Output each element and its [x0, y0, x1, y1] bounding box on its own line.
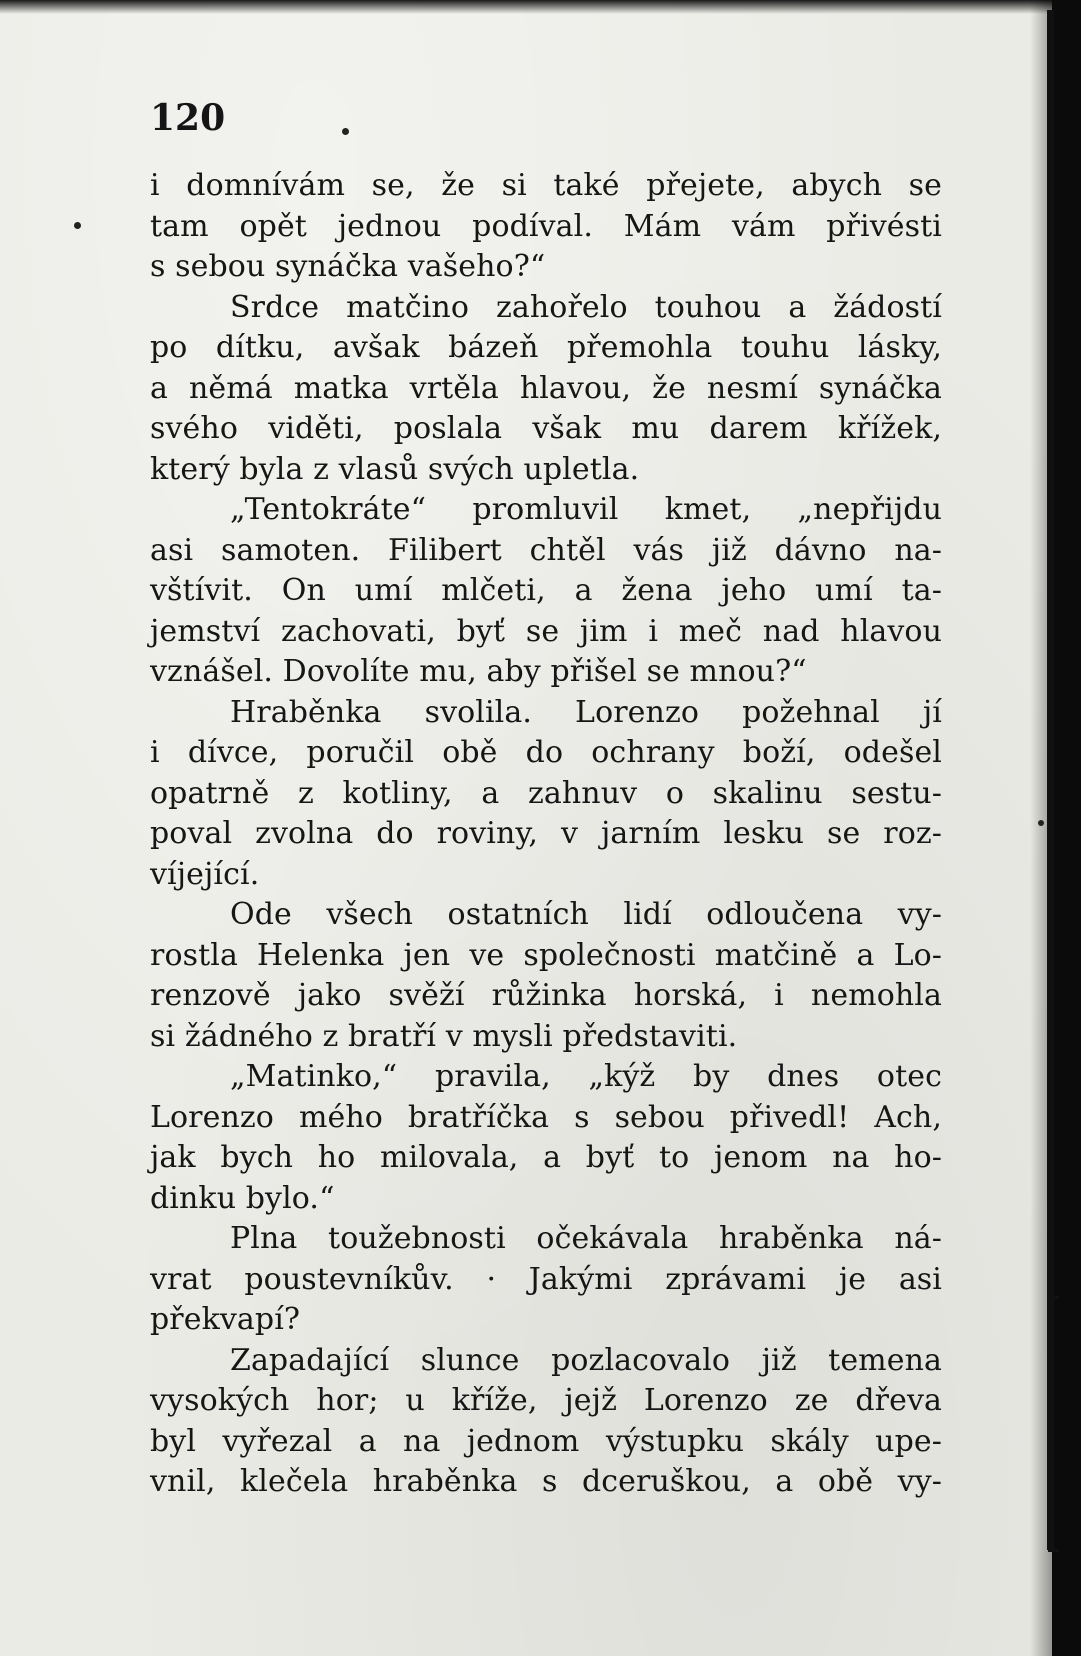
text-line: a němá matka vrtěla hlavou, že nesmí synáčka — [150, 370, 942, 406]
text-line: opatrně z kotliny, a zahnuv o skalinu sestu- — [150, 775, 942, 811]
text-line: rostla Helenka jen ve společnosti matčině a Lo- — [150, 937, 942, 973]
text-line: Zapadající slunce pozlacovalo již temena — [230, 1342, 942, 1378]
text-line: i domnívám se, že si také přejete, abych se — [150, 168, 942, 203]
text-line: si žádného z bratří v mysli představiti. — [150, 1018, 738, 1054]
ink-speck — [74, 222, 81, 229]
text-line: tam opět jednou podíval. Mám vám přivésti — [150, 208, 942, 244]
text-line: Plna toužebnosti očekávala hraběnka ná- — [230, 1221, 942, 1256]
text-line: jak bych ho milovala, a byť to jenom na ho- — [150, 1140, 942, 1175]
page-edge-bracket — [1048, 1296, 1059, 1552]
text-line: Hraběnka svolila. Lorenzo požehnal jí — [230, 694, 942, 730]
text-line: asi samoten. Filibert chtěl vás již dávno na- — [150, 532, 942, 568]
ink-speck — [1038, 820, 1044, 826]
text-line: vštívit. On umí mlčeti, a žena jeho umí ta- — [150, 573, 942, 608]
text-line: víjející. — [150, 856, 260, 892]
text-line: renzově jako svěží růžinka horská, i nemohla — [150, 978, 942, 1013]
body-text — [150, 166, 942, 1503]
text-line: vrat poustevníkův. · Jakými zprávami je asi — [150, 1261, 942, 1297]
text-line: Srdce matčino zahořelo touhou a žádostí — [230, 289, 942, 325]
text-line: s sebou synáčka vašeho?“ — [150, 249, 546, 284]
text-line: po dítku, avšak bázeň přemohla touhu lásky, — [150, 330, 942, 365]
text-line: vznášel. Dovolíte mu, aby přišel se mnou?“ — [150, 654, 807, 689]
scan-top-shadow — [0, 0, 1052, 14]
text-line: poval zvolna do roviny, v jarním lesku se roz- — [150, 816, 942, 851]
text-line: i dívce, poručil obě do ochrany boží, odešel — [150, 735, 942, 770]
page-number: 120 — [150, 97, 226, 139]
text-line: jemství zachovati, byť se jim i meč nad hlavou — [150, 613, 942, 649]
text-line: Lorenzo mého bratříčka s sebou přivedl! Ach, — [150, 1099, 942, 1135]
text-line: byl vyřezal a na jednom výstupku skály upe- — [150, 1423, 942, 1459]
text-line: svého viděti, poslala však mu darem křížek, — [150, 411, 942, 446]
text-line: který byla z vlasů svých upletla. — [150, 451, 640, 487]
text-line: Ode všech ostatních lidí odloučena vy- — [230, 897, 942, 932]
text-line: vysokých hor; u kříže, jejž Lorenzo ze dřeva — [150, 1383, 942, 1418]
text-line: překvapí? — [150, 1302, 301, 1337]
text-line: vnil, klečela hraběnka s dceruškou, a obě vy- — [150, 1464, 942, 1499]
text-line: „Tentokráte“ promluvil kmet, „nepřijdu — [230, 492, 942, 527]
text-line: dinku bylo.“ — [150, 1180, 335, 1216]
text-line: „Matinko,“ pravila, „kýž by dnes otec — [230, 1059, 942, 1094]
ink-speck — [342, 128, 349, 135]
